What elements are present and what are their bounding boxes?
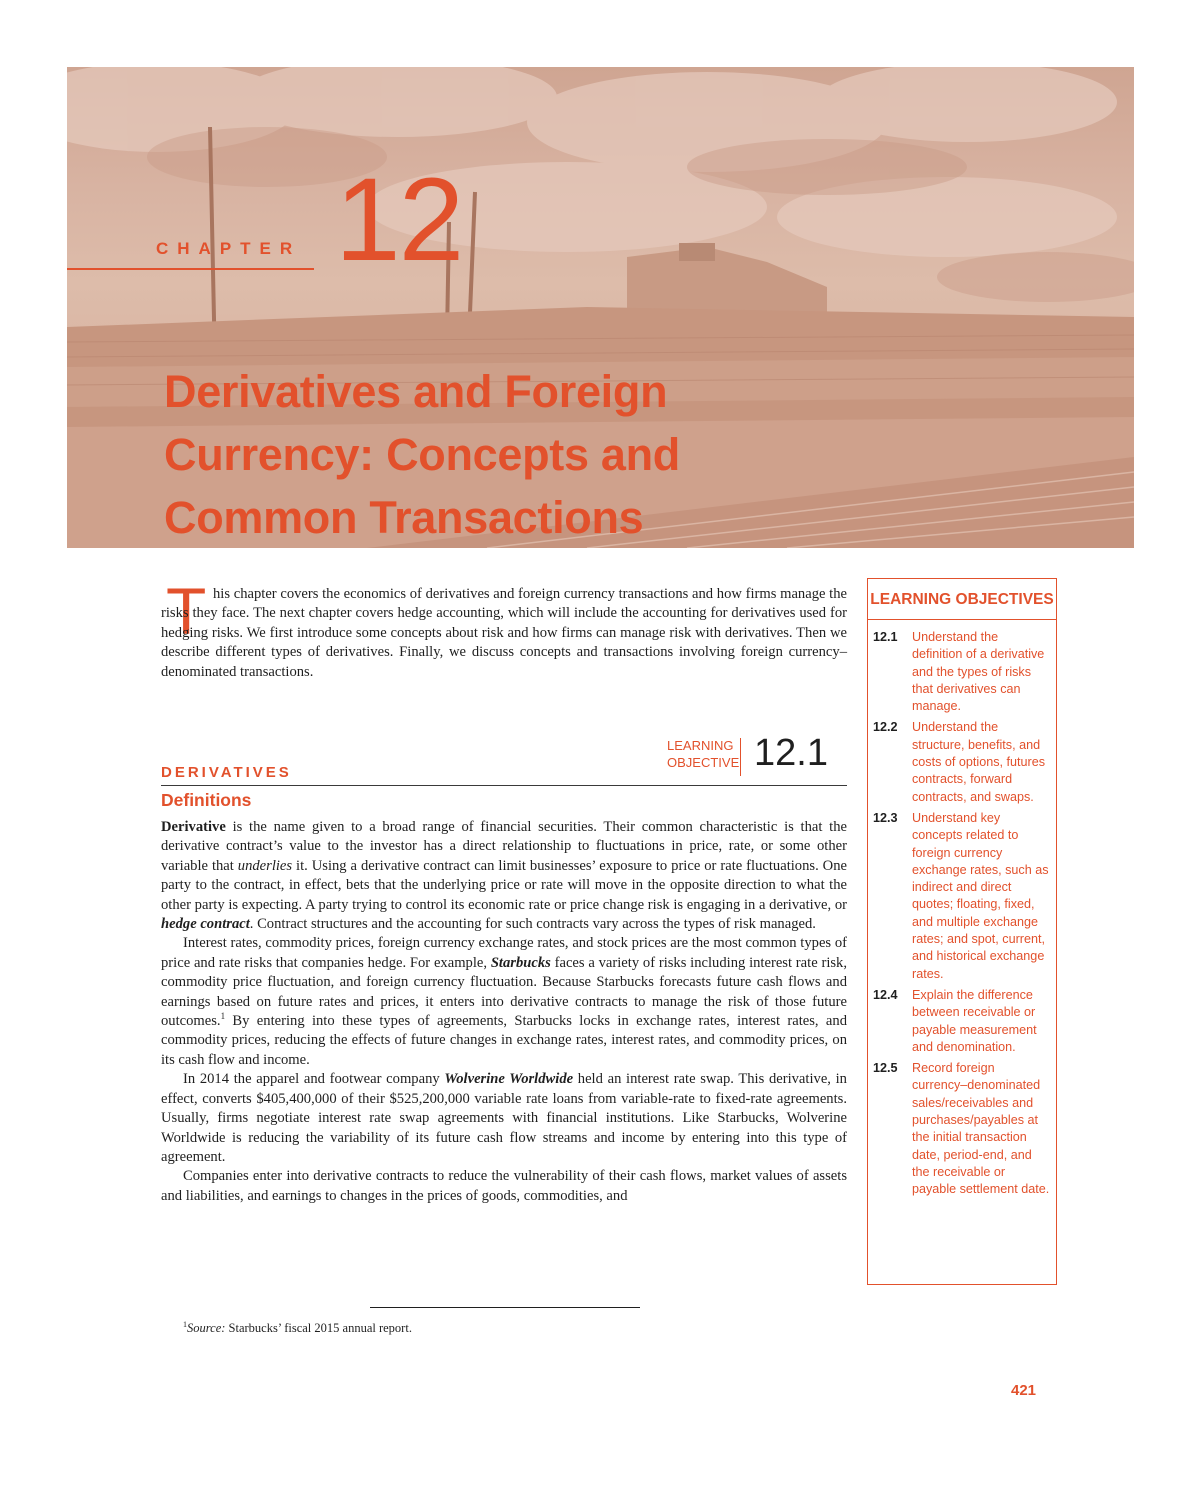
- term-hedge-contract: hedge contract: [161, 916, 250, 933]
- objective-text: Understand the definition of a derivative and the types of risks that derivatives can manage.: [912, 630, 1045, 714]
- body-text-run: it. Using a derivative contract can limit businesses’ exposure to price or rate fluctuations. One party to the contract, in effect, bets that the underlying price or rate will move in the opposite direction to what the other party is expecting. A party trying to control its economic rate or price change risk is engaging in a derivative, or: [161, 857, 847, 913]
- chapter-label: CHAPTER: [156, 239, 302, 258]
- body-text-run: In 2014 the apparel and footwear company: [183, 1071, 445, 1088]
- section-heading: DERIVATIVES: [161, 764, 292, 781]
- body-text-run: Interest rates, commodity prices, foreign currency exchange rates, and stock prices are the most common types of price and rate risks that companies hedge. For example,: [161, 935, 847, 971]
- lo-marker-label: [667, 737, 739, 771]
- drop-cap: T: [166, 574, 207, 648]
- footnote-text: Starbucks’ fiscal 2015 annual report.: [225, 1321, 412, 1336]
- footnote: [183, 1320, 412, 1336]
- lo-marker-label-line1: LEARNING: [667, 738, 734, 753]
- objective-number: 12.3: [873, 810, 898, 825]
- objective-text: Explain the difference between receivable or payable measurement and denomination.: [912, 987, 1037, 1054]
- lo-marker-divider: [740, 738, 741, 776]
- objective-number: 12.1: [873, 630, 898, 644]
- lo-marker-number: 12.1: [754, 732, 828, 774]
- chapter-hero-banner: [67, 67, 1134, 548]
- body-paragraph-2: [161, 934, 847, 1070]
- objective-text: Understand the structure, benefits, and costs of options, futures contracts, forward contracts, and swaps.: [912, 720, 1046, 804]
- objective-item: [868, 810, 1056, 983]
- footnote-source-label: Source:: [187, 1321, 226, 1336]
- objective-number: 12.4: [873, 987, 898, 1002]
- company-starbucks: Starbucks: [490, 954, 551, 971]
- chapter-rule: [67, 268, 314, 270]
- term-underlies: underlies: [237, 857, 293, 874]
- intro-text: his chapter covers the economics of derivatives and foreign currency transactions and how firms manage the risks they face. The next chapter covers hedge accounting, which will include the accounting for derivatives used for hedging risks. We first introduce some concepts about risk and how firms can manage risk with derivatives. Then we describe different types of derivatives. Finally, we discuss concepts and transactions involving foreign currency–denominated transactions.: [161, 586, 847, 680]
- chapter-number: 12: [335, 154, 463, 286]
- objective-item: [868, 987, 1056, 1056]
- footnote-rule: [370, 1307, 640, 1308]
- objective-number: 12.5: [873, 1061, 898, 1076]
- page-number: 421: [1011, 1382, 1037, 1399]
- term-derivative: Derivative: [161, 819, 226, 835]
- objectives-list: [868, 629, 1056, 1203]
- sidebar-rule: [868, 619, 1056, 620]
- objective-number: 12.2: [873, 720, 898, 735]
- body-paragraph-3: [161, 1070, 847, 1167]
- sidebar-title: LEARNING OBJECTIVES: [870, 591, 1054, 608]
- sub-heading: Definitions: [161, 790, 252, 810]
- body-text-run: held an interest rate swap. This derivative, in effect, converts $405,400,000 of their $525,200,000 variable rate loans from variable-rate to fixed-rate agreements. Usually, firms negotiate interest rate swap agreements with financial institutions. Like Starbucks, Wolverine Worldwide is reducing the variability of its future cash flow streams and income by entering into this type of agreement.: [161, 1071, 847, 1165]
- objective-item: [868, 719, 1056, 805]
- body-text: [161, 818, 847, 1206]
- lo-marker-label-line2: OBJECTIVE: [667, 755, 740, 770]
- objective-item: [868, 1060, 1056, 1198]
- learning-objective-marker: [667, 732, 847, 780]
- learning-objectives-sidebar: [867, 578, 1057, 1285]
- section-rule: [161, 785, 847, 786]
- body-paragraph-4: Companies enter into derivative contracts to reduce the vulnerability of their cash flows, market values of assets and liabilities, and earnings to changes in the prices of goods, commodities, and: [161, 1168, 847, 1204]
- body-text-run: is the name given to a broad range of financial securities. Their common characteristic is that the derivative contract’s value to the investor has a direct relationship to fluctuations in price, rate, or some other variable that: [161, 819, 847, 874]
- body-text-run: faces a variety of risks including interest rate risk, commodity price fluctuation, and foreign currency fluctuation. Because Starbucks forecasts future cash flows and earnings based on future rates and prices, it enters into derivative contracts to manage the risk of those future outcomes.: [161, 954, 847, 1030]
- objective-text: Record foreign currency–denominated sales/receivables and purchases/payables at the initial transaction date, period-end, and the receivable or payable settlement date.: [912, 1061, 1050, 1197]
- objective-item: [868, 629, 1056, 715]
- objective-text: Understand key concepts related to foreign currency exchange rates, such as indirect and direct quotes; floating, fixed, and multiple exchange rates; and spot, current, and historical exchange rates.: [912, 810, 1049, 981]
- chapter-title: Derivatives and Foreign Currency: Concepts and Common Transactions: [164, 366, 680, 543]
- footnote-reference[interactable]: 1: [220, 1011, 226, 1022]
- body-text-run: By entering into these types of agreements, Starbucks locks in exchange rates, interest rates, and commodity prices, reducing the effects of future changes in exchange rates, interest rates, and commodity prices, on its cash flow and income.: [161, 1013, 847, 1068]
- company-wolverine: Wolverine Worldwide: [444, 1071, 574, 1088]
- footnote-marker: 1: [183, 1320, 187, 1329]
- intro-paragraph: [161, 585, 847, 682]
- body-text-run: . Contract structures and the accounting for such contracts vary across the types of risk managed.: [249, 916, 816, 933]
- body-paragraph-1: [161, 818, 847, 934]
